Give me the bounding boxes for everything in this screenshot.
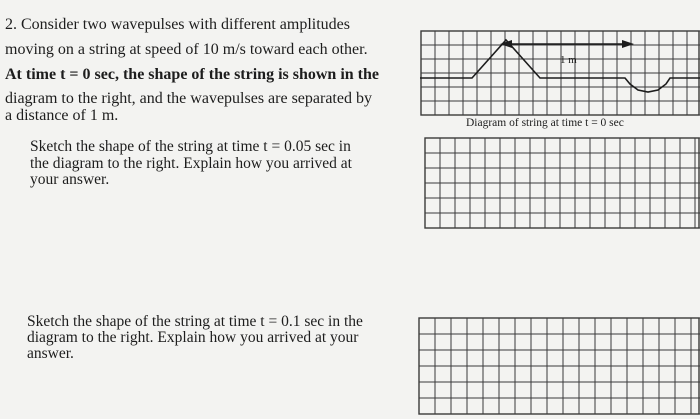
- task-2-line-2: diagram to the right. Explain how you arrived at your: [27, 329, 359, 346]
- task-1-line-2: the diagram to the right. Explain how you arrived at: [30, 155, 352, 172]
- task-2-line-3: answer.: [27, 345, 74, 362]
- task-1-line-1: Sketch the shape of the string at time t = 0.05 sec in: [30, 138, 351, 155]
- problem-line-4: diagram to the right, and the wavepulses are separated by: [5, 90, 372, 107]
- problem-line-2: moving on a string at speed of 10 m/s toward each other.: [5, 41, 368, 58]
- string-diagram-t0: [420, 30, 700, 120]
- problem-line-5: a distance of 1 m.: [5, 107, 119, 124]
- task-1-line-3: your answer.: [30, 171, 110, 188]
- answer-grid-t01[interactable]: [418, 317, 700, 417]
- problem-line-1: 2. Consider two wavepulses with different amplitudes: [5, 16, 350, 33]
- string-waveform: [420, 40, 700, 92]
- arrow-head-left: [500, 40, 512, 48]
- diagram-1-caption: Diagram of string at time t = 0 sec: [466, 117, 624, 129]
- problem-line-3: At time t = 0 sec, the shape of the string is shown in the: [5, 66, 379, 83]
- arrow-head-right: [622, 40, 634, 48]
- task-2-line-1: Sketch the shape of the string at time t = 0.1 sec in the: [27, 313, 363, 330]
- scale-label: 1 m: [560, 54, 577, 66]
- answer-grid-t005[interactable]: [424, 137, 700, 233]
